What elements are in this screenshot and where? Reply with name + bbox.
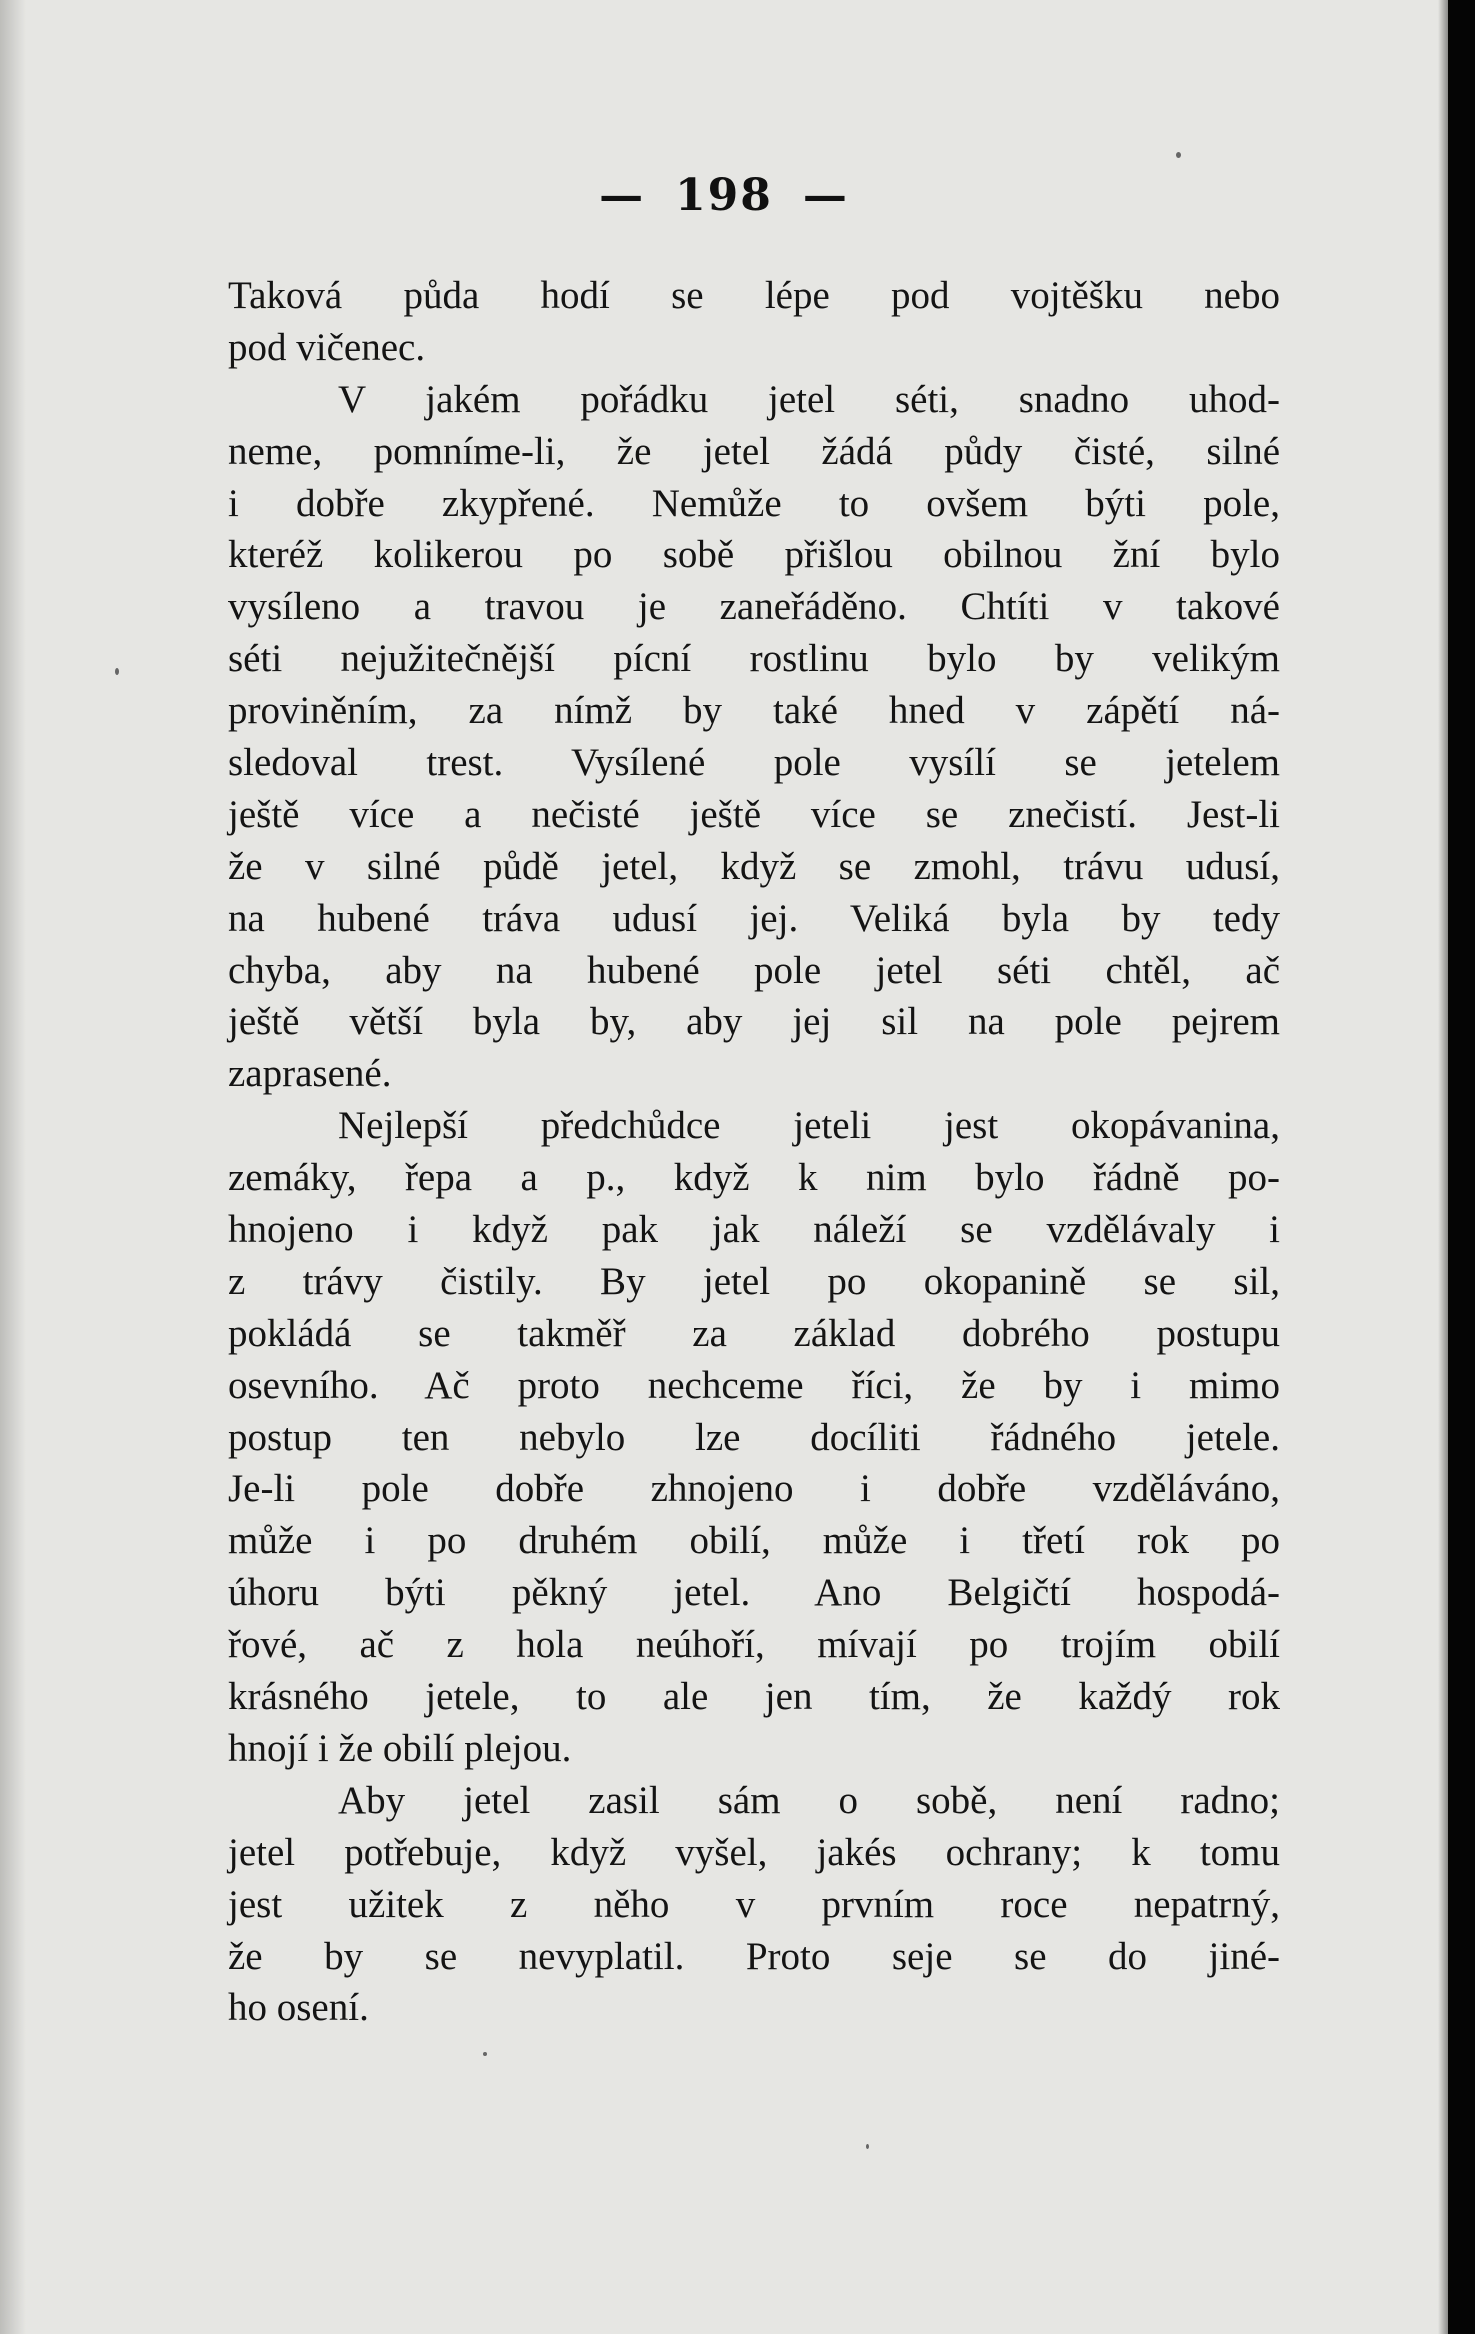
text-line: krásného jetele, to ale jen tím, že každý rok — [228, 1675, 1280, 1719]
text-line: zaprasené. — [228, 1052, 392, 1096]
text-line: ještě více a nečisté ještě více se znečistí. Jest-li — [228, 792, 1280, 836]
text-line: Nejlepší předchůdce jeteli jest okopávanina, — [338, 1104, 1280, 1148]
text-line: úhoru býti pěkný jetel. Ano Belgičtí hospodá- — [228, 1571, 1280, 1615]
text-line: proviněním, za nímž by také hned v zápětí ná- — [228, 689, 1280, 733]
text-line: pod vičenec. — [228, 325, 426, 369]
text-line: séti nejužitečnější pícní rostlinu bylo by velikým — [228, 637, 1280, 681]
text-line: neme, pomníme-li, že jetel žádá půdy čisté, silné — [228, 429, 1280, 473]
text-line: může i po druhém obilí, může i třetí rok po — [228, 1519, 1280, 1563]
text-line: ho osení. — [228, 1986, 369, 2030]
text-line: postup ten nebylo lze docíliti řádného jetele. — [228, 1415, 1280, 1459]
text-line: sledoval trest. Vysílené pole vysílí se jetelem — [228, 741, 1280, 785]
text-line: Aby jetel zasil sám o sobě, není radno; — [338, 1778, 1280, 1822]
text-line: Je-li pole dobře zhnojeno i dobře vzděláváno, — [228, 1467, 1280, 1511]
text-line: chyba, aby na hubené pole jetel séti chtěl, ač — [228, 948, 1280, 992]
text-line: kteréž kolikerou po sobě přišlou obilnou žní bylo — [228, 533, 1280, 577]
page-header — [0, 170, 1448, 230]
text-line: vysíleno a travou je zaneřáděno. Chtíti v takové — [228, 585, 1280, 629]
text-line: hnojeno i když pak jak náleží se vzdělávaly i — [228, 1208, 1280, 1252]
scan-speck — [115, 668, 119, 675]
page-edge-shade — [1438, 0, 1448, 2334]
text-line: V jakém pořádku jetel séti, snadno uhod- — [338, 377, 1280, 421]
text-line: zemáky, řepa a p., když k nim bylo řádně po- — [228, 1156, 1280, 1200]
text-line: na hubené tráva udusí jej. Veliká byla by tedy — [228, 896, 1280, 940]
text-line: osevního. Ač proto nechceme říci, že by i mimo — [228, 1363, 1280, 1407]
body-text — [228, 270, 1280, 2034]
page-border-dark — [1448, 0, 1475, 2334]
text-line: že v silné půdě jetel, když se zmohl, trávu udusí, — [228, 844, 1280, 888]
text-line: jest užitek z něho v prvním roce nepatrný, — [228, 1882, 1280, 1926]
text-line: řové, ač z hola neúhoří, mívají po trojím obilí — [228, 1623, 1280, 1667]
text-line: hnojí i že obilí plejou. — [228, 1726, 572, 1770]
page-number: 198 — [675, 170, 773, 221]
header-dash-left: — — [599, 170, 646, 221]
text-line: jetel potřebuje, když vyšel, jakés ochrany; k tomu — [228, 1830, 1280, 1874]
text-line: ještě větší byla by, aby jej sil na pole pejrem — [228, 1000, 1280, 1044]
text-line: i dobře zkypřené. Nemůže to ovšem býti pole, — [228, 481, 1280, 525]
text-line: Taková půda hodí se lépe pod vojtěšku nebo — [228, 274, 1280, 317]
text-line: že by se nevyplatil. Proto seje se do jiné- — [228, 1934, 1280, 1978]
page-gutter-shadow — [0, 0, 26, 2334]
text-line: pokládá se takměř za základ dobrého postupu — [228, 1311, 1280, 1355]
scan-speck — [866, 2144, 869, 2149]
scan-speck — [483, 2052, 487, 2056]
header-dash-right: — — [802, 170, 849, 221]
scan-speck — [1176, 152, 1181, 158]
text-line: z trávy čistily. By jetel po okopanině se sil, — [228, 1259, 1280, 1303]
